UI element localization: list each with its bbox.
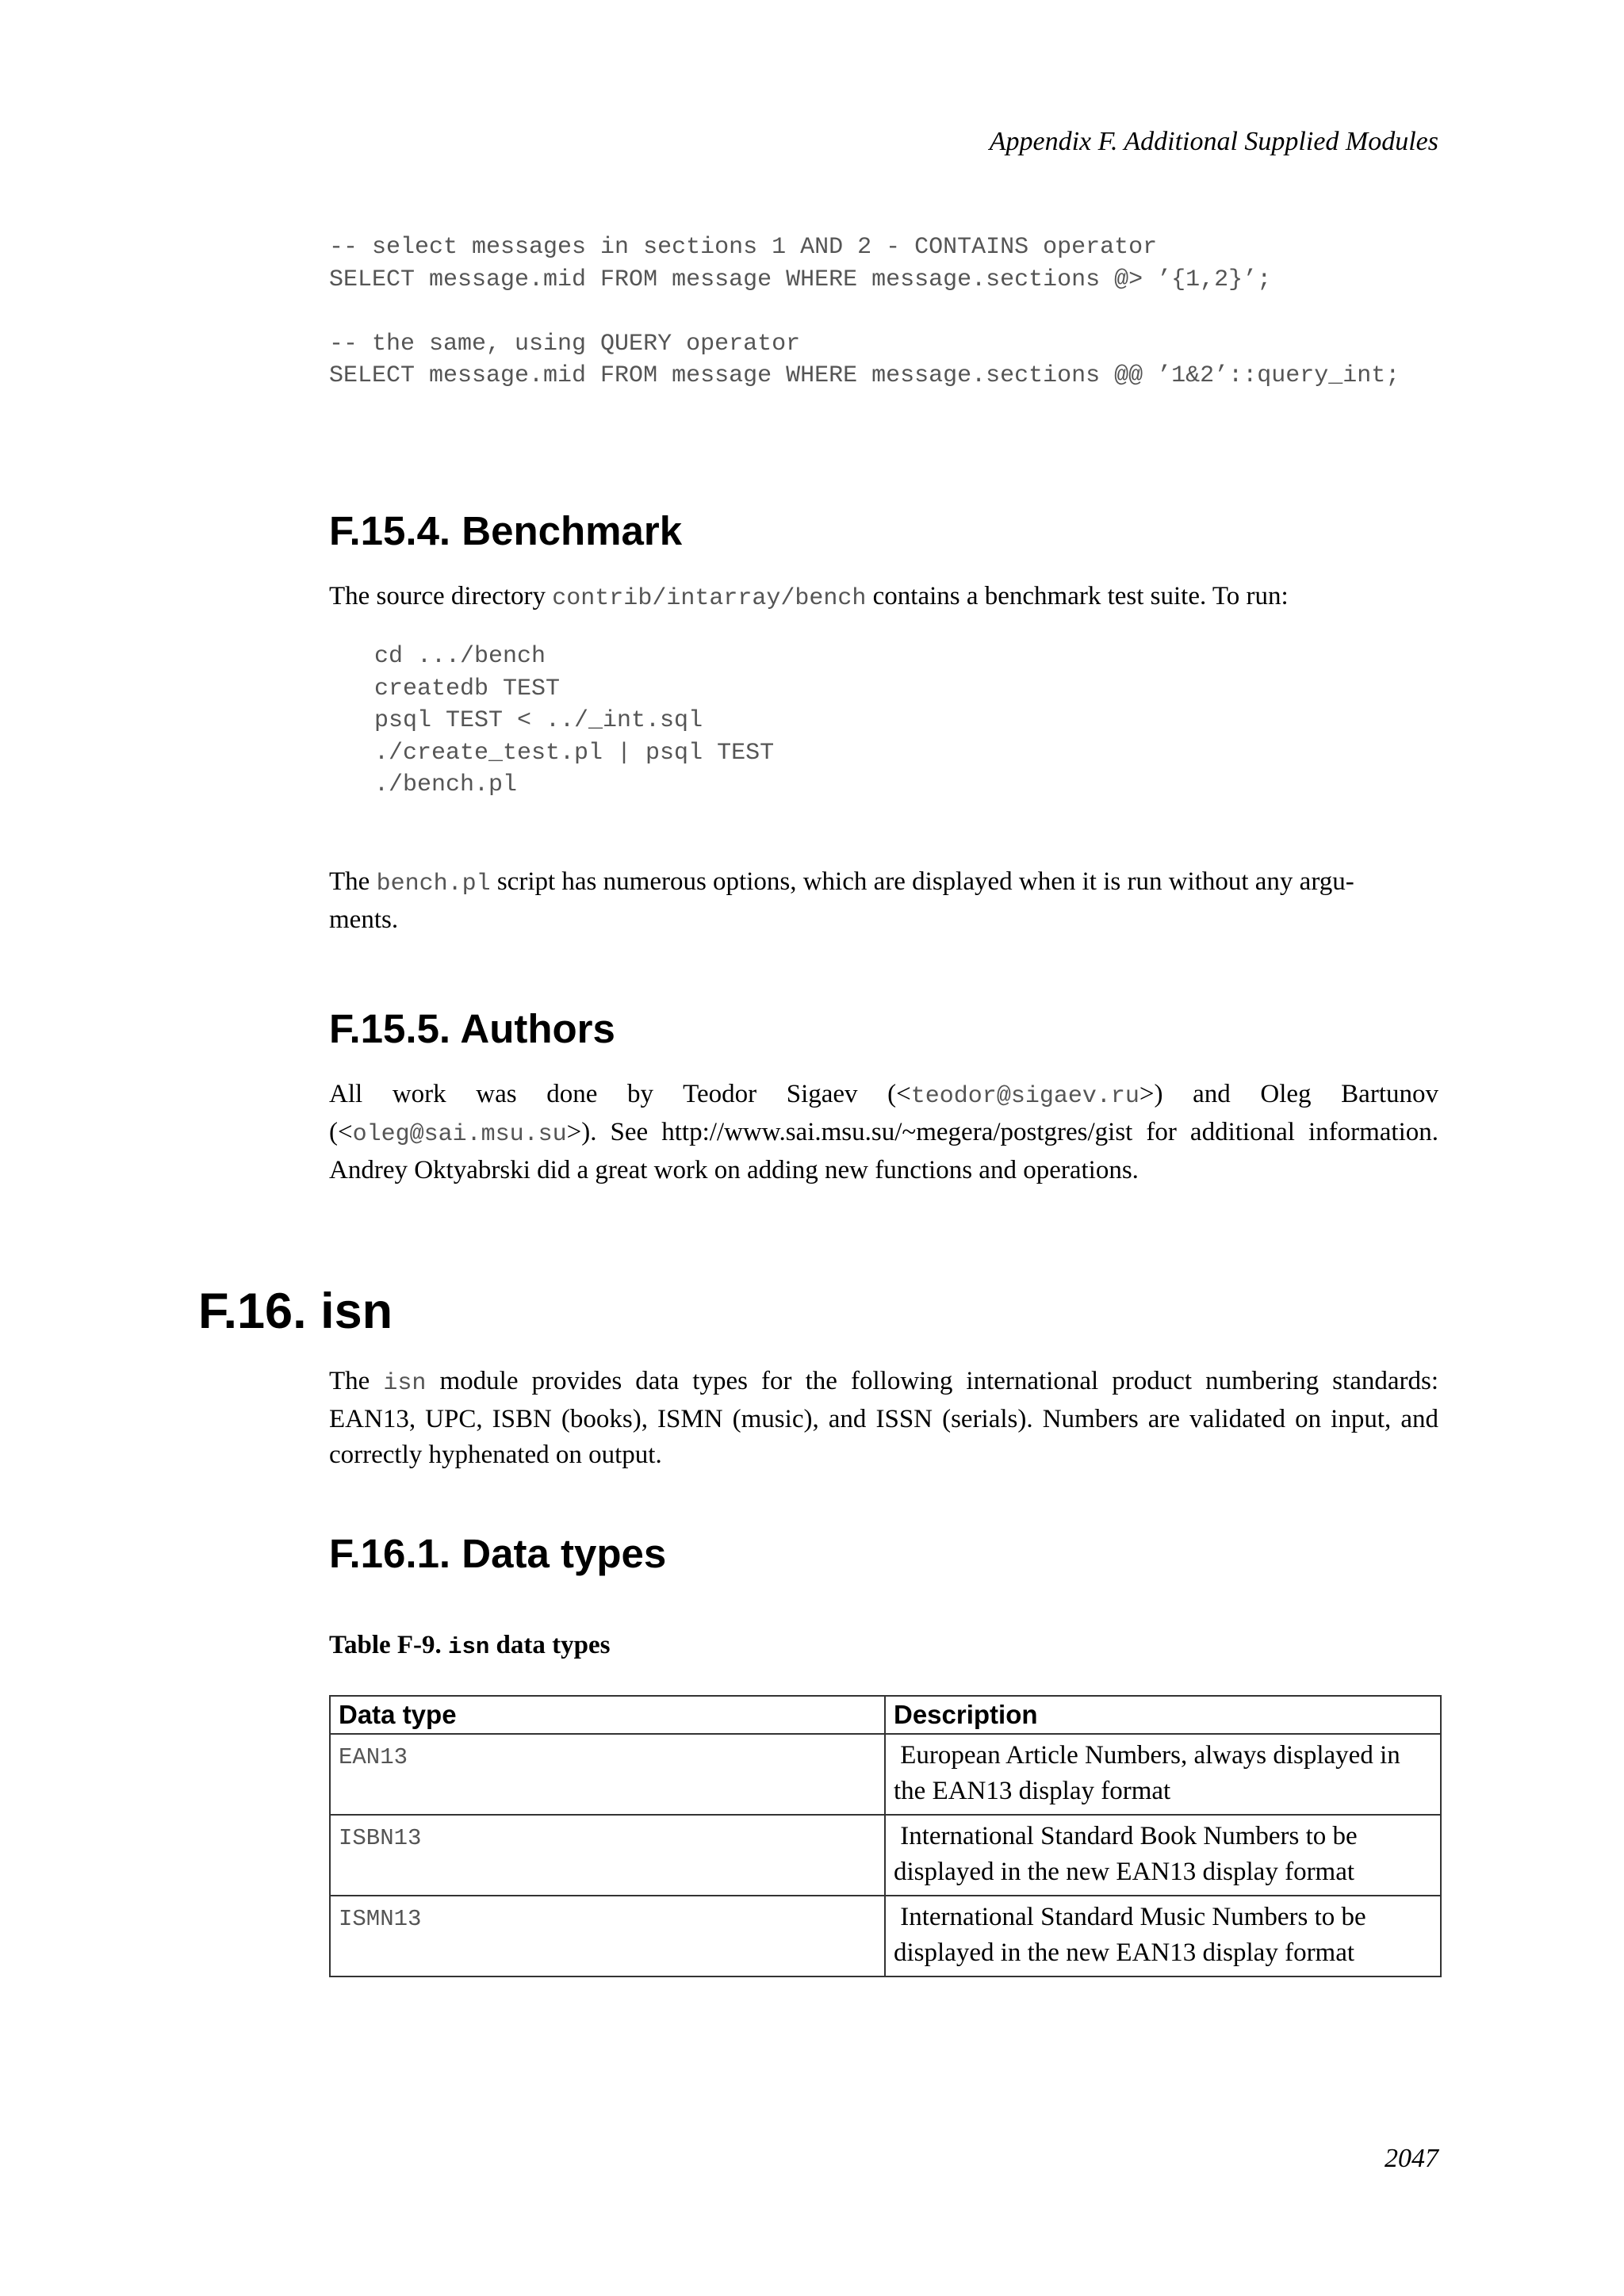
inline-code-isn: isn [383,1370,427,1397]
column-header-data-type: Data type [330,1696,885,1734]
cell-data-type: ISMN13 [330,1896,885,1976]
inline-code-path: contrib/intarray/bench [552,585,867,612]
text-span: European Article Numbers, always displayed in [900,1741,1400,1770]
text-span: The source directory [329,582,553,610]
text-span: displayed in the new EAN13 display format [894,1858,1355,1886]
text-span: script has numerous options, which are displayed when it is run without any argu- ments. [329,867,1354,934]
cell-data-type: EAN13 [330,1734,885,1815]
column-header-description: Description [885,1696,1441,1734]
text-span: International Standard Music Numbers to be [900,1903,1366,1931]
text-span: The [329,867,377,896]
code-line: psql TEST < ../_int.sql [374,707,703,734]
cell-description [885,1815,1441,1896]
section-heading-benchmark: F.15.4. Benchmark [329,508,683,553]
isn-intro [329,1364,1438,1473]
text-span: >) and Oleg Bartunov (< [329,1080,1438,1146]
author-email-oleg[interactable]: oleg@sai.msu.su [352,1121,567,1148]
inline-code-isn: isn [448,1634,490,1660]
table-row [330,1815,1441,1896]
page-number: 2047 [1385,2144,1438,2173]
text-span: data types [489,1631,611,1659]
cell-description [885,1896,1441,1976]
text-span: the EAN13 display format [894,1777,1171,1805]
running-header: Appendix F. Additional Supplied Modules [989,127,1438,156]
section-heading-data-types: F.16.1. Data types [329,1531,667,1576]
author-email-teodor[interactable]: teodor@sigaev.ru [910,1083,1139,1110]
code-line: cd .../bench [374,643,546,670]
text-span: contains a benchmark test suite. To run: [866,582,1289,610]
code-line: SELECT message.mid FROM message WHERE message.sections @> ’{1,2}’; [329,266,1272,293]
benchmark-note [329,864,1438,938]
cell-description [885,1734,1441,1815]
benchmark-intro [329,579,1438,617]
code-line: SELECT message.mid FROM message WHERE message.sections @@ ’1&2’::query_int; [329,362,1400,389]
code-line: -- select messages in sections 1 AND 2 - CONTAINS operator [329,234,1158,261]
text-span: International Standard Book Numbers to be [900,1822,1358,1850]
code-line: -- the same, using QUERY operator [329,330,801,358]
isn-data-types-table [329,1695,1442,1977]
text-span: module provides data types for the following international product numbering standards: EAN13, UPC, ISBN (books), ISMN (music), and ISSN (serials). Numbers are validated on input, and correctly hyphenated on output. [329,1367,1438,1469]
text-span: Table F-9. [329,1631,449,1659]
cell-data-type: ISBN13 [330,1815,885,1896]
code-line: ./create_test.pl | psql TEST [374,739,775,767]
code-line: createdb TEST [374,675,561,702]
inline-code-script: bench.pl [376,871,491,897]
code-line: ./bench.pl [374,771,518,798]
table-row [330,1734,1441,1815]
code-block-bench-commands [374,641,774,802]
authors-paragraph [329,1077,1438,1188]
table-caption [329,1631,610,1660]
text-span: >). See http://www.sai.msu.su/~megera/postgres/gist for additional information. Andrey Oktyabrski did a great work on adding new functions and operations. [329,1118,1438,1184]
table-header-row [330,1696,1441,1734]
text-span: displayed in the new EAN13 display format [894,1938,1355,1967]
section-heading-authors: F.15.5. Authors [329,1006,615,1051]
text-span: All work was done by Teodor Sigaev (< [329,1080,911,1108]
code-line [329,296,1400,328]
text-span: The [329,1367,384,1395]
chapter-heading-isn: F.16. isn [198,1284,393,1339]
code-block-query-examples [329,232,1400,392]
table-row [330,1896,1441,1976]
